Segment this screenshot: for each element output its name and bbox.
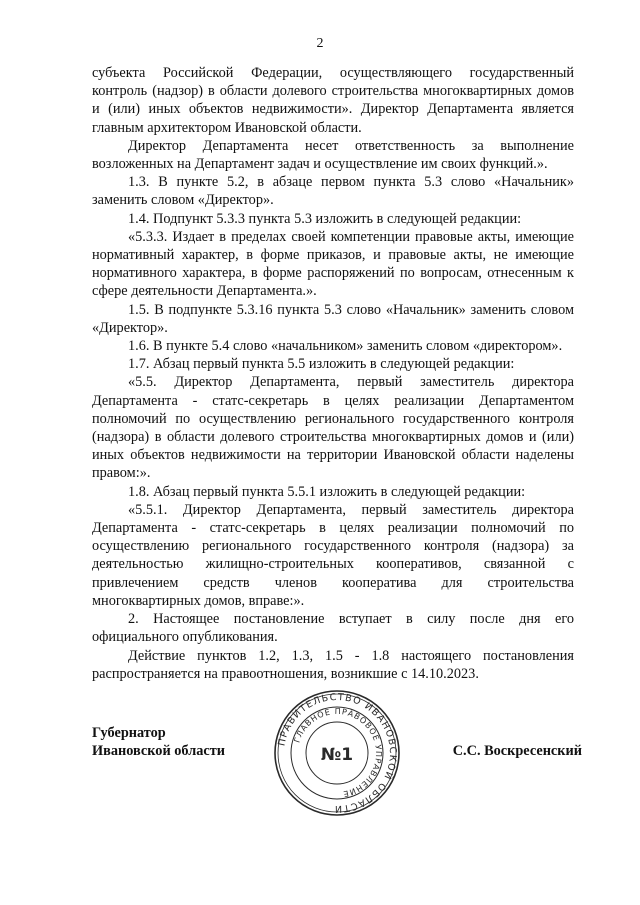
paragraph: 1.6. В пункте 5.4 слово «начальником» заменить словом «директором». [128,338,563,355]
signatory-title [92,724,225,760]
paragraph: «5.3.3. Издает в пределах своей компетенции правовые акты, имеющие нормативный характер, в форме приказов, и правовые акты, не имеющие нормативного характера, в форме распоряжений по вопросам, отнесенным к сфере деятельности Департамента.». [92,228,574,300]
paragraph: 1.7. Абзац первый пункта 5.5 изложить в следующей редакции: [128,356,515,373]
paragraph: Директор Департамента несет ответственность за выполнение возложенных на Департамент задач и осуществление им своих функций.». [92,137,574,173]
signature-block [92,688,582,838]
paragraph: 1.8. Абзац первый пункта 5.5.1 изложить в следующей редакции: [128,483,526,500]
signatory-title-line-1: Губернатор [92,725,166,741]
paragraph: 2. Настоящее постановление вступает в силу после дня его официального опубликования. [92,611,574,646]
stamp-inner-text: ГЛАВНОЕ ПРАВОВОЕ УПРАВЛЕНИЕ [292,706,384,799]
signatory-title-line-2: Ивановской области [92,743,225,760]
paragraph: 1.5. В подпункте 5.3.16 пункта 5.3 слово «Начальник» заменить словом «Директор». [92,301,574,336]
stamp-outer-text: ПРАВИТЕЛЬСТВО ИВАНОВСКОЙ ОБЛАСТИ [276,691,399,815]
paragraph: «5.5.1. Директор Департамента, первый заместитель директора Департамента - статс-секретарь в целях реализации полномочий по осуществлению регионального государственного контроля (надзора) за деятельностью жилищно-строительных кооперативов, связанной с привлечением средств членов кооператива для строительства многоквартирных домов, вправе:». [92,501,574,609]
paragraph: 1.3. В пункте 5.2, в абзаце первом пункта 5.3 слово «Начальник» заменить словом «Директор». [92,174,574,209]
page-number: 2 [316,36,324,51]
document-body [92,64,574,683]
paragraph: «5.5. Директор Департамента, первый заместитель директора Департамента - статс-секретарь в целях реализации Департаментом полномочий по осуществлению регионального государственного контроля (надзора) в области долевого строительства многоквартирных домов и (или) иных объектов недвижимости на территории Ивановской области наделены правом:». [92,374,574,482]
paragraph-continuation: субъекта Российской Федерации, осуществляющего государственный контроль (надзор) в области долевого строительства многоквартирных домов и (или) иных объектов недвижимости». Директор Департамента является главным архитектором Ивановской области. [92,65,574,136]
signatory-name: С.С. Воскресенский [452,743,582,759]
official-stamp [272,688,402,818]
stamp-number: №1 [320,745,354,765]
paragraph: 1.4. Подпункт 5.3.3 пункта 5.3 изложить в следующей редакции: [128,210,522,227]
paragraph: Действие пунктов 1.2, 1.3, 1.5 - 1.8 настоящего постановления распространяется на правоотношения, возникшие с 14.10.2023. [92,647,574,682]
